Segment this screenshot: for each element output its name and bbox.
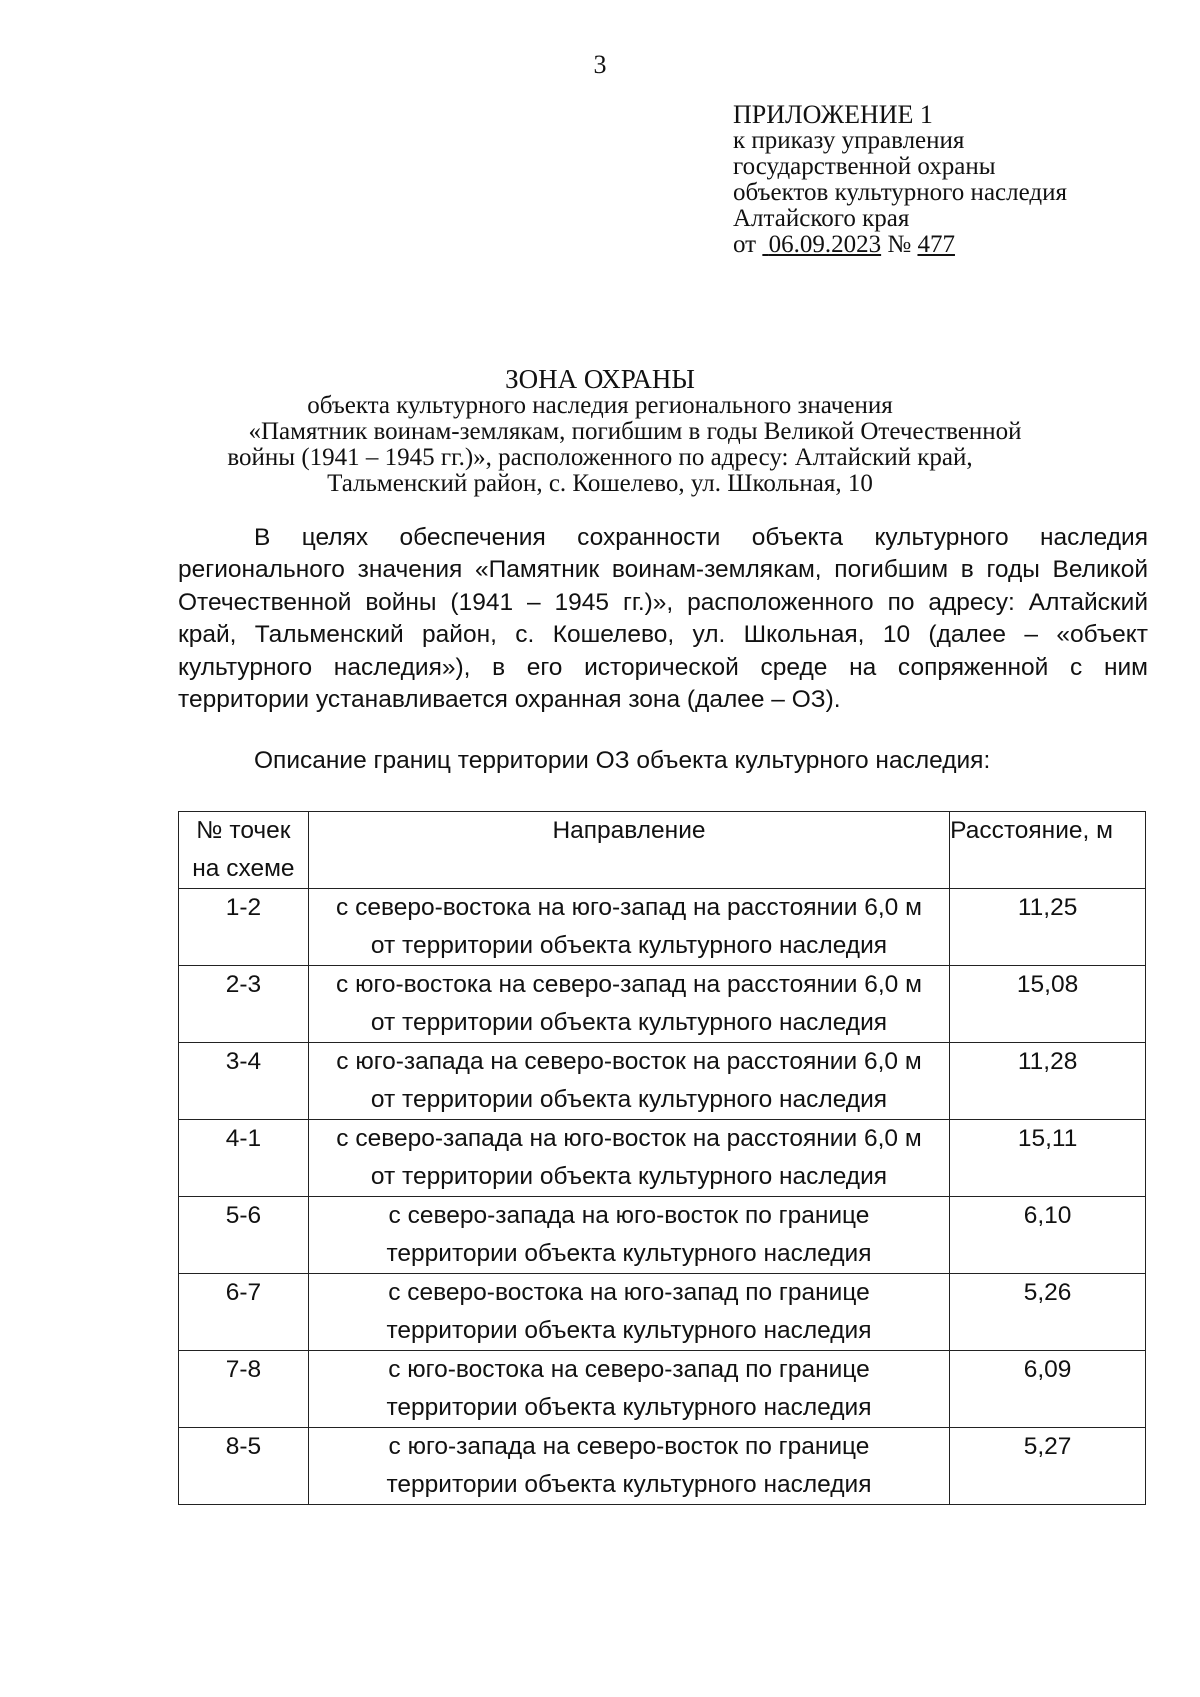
cell-distance: 5,27 (950, 1428, 1146, 1505)
zone-title: ЗОНА ОХРАНЫ (505, 364, 695, 394)
cell-points: 7-8 (179, 1351, 309, 1428)
cell-distance: 11,25 (950, 889, 1146, 966)
page-number: 3 (593, 50, 607, 79)
appendix-line: Алтайского края (733, 205, 910, 232)
cell-points: 6-7 (179, 1274, 309, 1351)
table-row (179, 1120, 1146, 1197)
table-row (179, 1274, 1146, 1351)
cell-points: 8-5 (179, 1428, 309, 1505)
cell-direction: с юго-запада на северо-восток на расстоянии 6,0 м от территории объекта культурного наследия (308, 1043, 949, 1120)
appendix-title: ПРИЛОЖЕНИЕ 1 (733, 100, 933, 129)
table-row (179, 966, 1146, 1043)
table-header-row (179, 812, 1146, 889)
cell-distance: 15,11 (950, 1120, 1146, 1197)
appendix-block (733, 102, 1067, 258)
cell-points: 3-4 (179, 1043, 309, 1120)
table-row (179, 1197, 1146, 1274)
order-date: 06.09.2023 (768, 231, 882, 258)
header-distance: Расстояние, м (950, 812, 1146, 889)
zone-header-line: «Памятник воинам-землякам, погибшим в годы Великой Отечественной (248, 418, 1022, 445)
cell-points: 1-2 (179, 889, 309, 966)
cell-distance: 15,08 (950, 966, 1146, 1043)
order-number: 477 (917, 231, 955, 258)
header-direction: Направление (308, 812, 949, 889)
cell-distance: 5,26 (950, 1274, 1146, 1351)
cell-direction: с юго-запада на северо-восток по границе территории объекта культурного наследия (308, 1428, 949, 1505)
cell-distance: 11,28 (950, 1043, 1146, 1120)
zone-header-line: войны (1941 – 1945 гг.)», расположенного по адресу: Алтайский край, (227, 444, 973, 471)
zone-header-line: объекта культурного наследия регионального значения (307, 392, 893, 419)
cell-direction: с юго-востока на северо-запад на расстоянии 6,0 м от территории объекта культурного наследия (308, 966, 949, 1043)
table-row (179, 889, 1146, 966)
cell-direction: с северо-запада на юго-восток на расстоянии 6,0 м от территории объекта культурного наследия (308, 1120, 949, 1197)
header-points: № точек на схеме (179, 812, 309, 889)
table-row (179, 1043, 1146, 1120)
zone-header (0, 365, 1200, 497)
appendix-line: государственной охраны (733, 153, 996, 180)
cell-distance: 6,10 (950, 1197, 1146, 1274)
intro-paragraph: В целях обеспечения сохранности объекта культурного наследия регионального значения «Памятник воинам-землякам, погибшим в годы Великой Отечественной войны (1941 – 1945 гг.)», расположенного по адресу: Алтайский край, Тальменский район, с. Кошелево, ул. Школьная, 10 (далее – «объект культурного наследия»), в его исторической среде на сопряженной с ним территории устанавливается охранная зона (далее – ОЗ). (178, 524, 1148, 714)
cell-points: 4-1 (179, 1120, 309, 1197)
cell-distance: 6,09 (950, 1351, 1146, 1428)
boundary-table (178, 811, 1146, 1505)
table-row (179, 1428, 1146, 1505)
cell-direction: с северо-востока на юго-запад на расстоянии 6,0 м от территории объекта культурного наследия (308, 889, 949, 966)
number-sign: № (887, 231, 912, 258)
table-caption: Описание границ территории ОЗ объекта культурного наследия: (254, 747, 991, 774)
appendix-line: к приказу управления (733, 127, 965, 154)
cell-direction: с юго-востока на северо-запад по границе территории объекта культурного наследия (308, 1351, 949, 1428)
appendix-line: объектов культурного наследия (733, 179, 1067, 206)
cell-points: 2-3 (179, 966, 309, 1043)
cell-direction: с северо-востока на юго-запад по границе территории объекта культурного наследия (308, 1274, 949, 1351)
appendix-date-line (733, 232, 1067, 258)
cell-direction: с северо-запада на юго-восток по границе территории объекта культурного наследия (308, 1197, 949, 1274)
zone-header-line: Тальменский район, с. Кошелево, ул. Школьная, 10 (327, 470, 873, 497)
cell-points: 5-6 (179, 1197, 309, 1274)
table-row (179, 1351, 1146, 1428)
date-prefix: от (733, 231, 757, 258)
